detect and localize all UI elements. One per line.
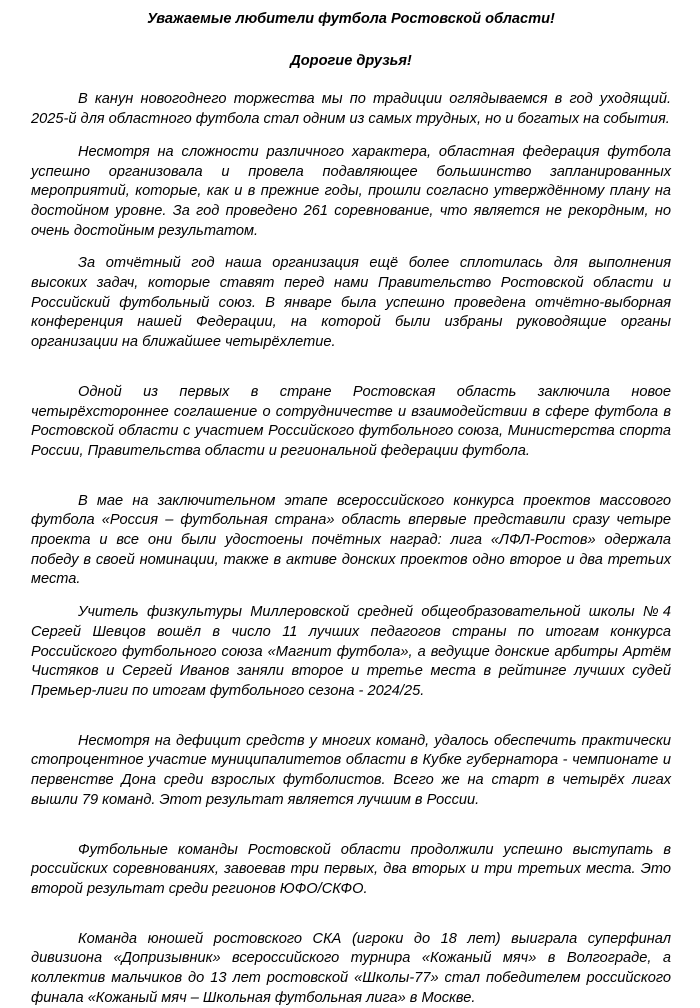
letter-heading: Уважаемые любители футбола Ростовской области!: [147, 11, 555, 27]
paragraph-agreement: Одной из первых в стране Ростовская область заключила новое четырёхстороннее соглашение о сотрудничестве и взаимодействии в сфере футбола в Ростовской области с участием Российского футбольного союза, Министерства спорта России, Правительства области и региональной федерации футбола.: [31, 383, 671, 459]
paragraph-contest: В мае на заключительном этапе всероссийского конкурса проектов массового футбола «Россия – футбольная страна» область впервые представили сразу четыре проекта и все они были удостоены почётных наград: лига «ЛФЛ-Ростов» одержала победу в своей номинации, также в активе донских проектов одно второе и два третьих места.: [31, 492, 671, 588]
letter-greeting: Дорогие друзья!: [290, 52, 412, 69]
paragraph-organization: За отчётный год наша организация ещё более сплотилась для выполнения высоких задач, которые ставят перед нами Правительство Ростовской области и Российский футбольный союз. В январе была успешно проведена отчётно-выборная конференция нашей Федерации, на которой были избраны руководящие органы организации на ближайшее четырёхлетие.: [31, 255, 671, 351]
paragraph-events-held: Несмотря на сложности различного характера, областная федерация футбола успешно организовала и провела подавляющее большинство запланированных мероприятий, которые, как и в прежние годы, прошли согласно утверждённому плану на достойном уровне. За год проведено 261 соревнование, что является не рекордным, но очень достойным результатом.: [31, 143, 671, 239]
paragraph-teachers-referees: Учитель физкультуры Миллеровской средней общеобразовательной школы №4 Сергей Шевцов вошёл в число 11 лучших педагогов страны по итогам конкурса Российского футбольного союза «Магнит футбола», а ведущие донские арбитры Артём Чистяков и Сергей Иванов заняли второе и третье места в рейтинге лучших судей Премьер-лиги по итогам футбольного сезона - 2024/25.: [31, 604, 671, 699]
paragraph-governor-cup: Несмотря на дефицит средств у многих команд, удалось обеспечить практически стопроцентное участие муниципалитетов области в Кубке губернатора - чемпионате и первенстве Дона среди взрослых футболистов. Всего же на старт в четырёх лигах вышли 79 команд. Этот результат является лучшим в России.: [31, 732, 671, 808]
paragraph-youth-teams: Команда юношей ростовского СКА (игроки до 18 лет) выиграла суперфинал дивизиона «Допризывник» всероссийского турнира «Кожаный мяч» в Волгограде, а коллектив мальчиков до 13 лет ростовской «Школы-77» стал победителем российского финала «Кожаный мяч – Школьная футбольная лига» в Москве.: [31, 930, 671, 1006]
paragraph-year-review: В канун новогоднего торжества мы по традиции оглядываемся в год уходящий. 2025-й для областного футбола стал одним из самых трудных, но и богатых на события.: [31, 91, 671, 128]
paragraph-russian-competitions: Футбольные команды Ростовской области продолжили успешно выступать в российских соревнованиях, завоевав три первых, два вторых и три третьих места. Это второй результат среди регионов ЮФО/СКФО.: [31, 841, 671, 897]
